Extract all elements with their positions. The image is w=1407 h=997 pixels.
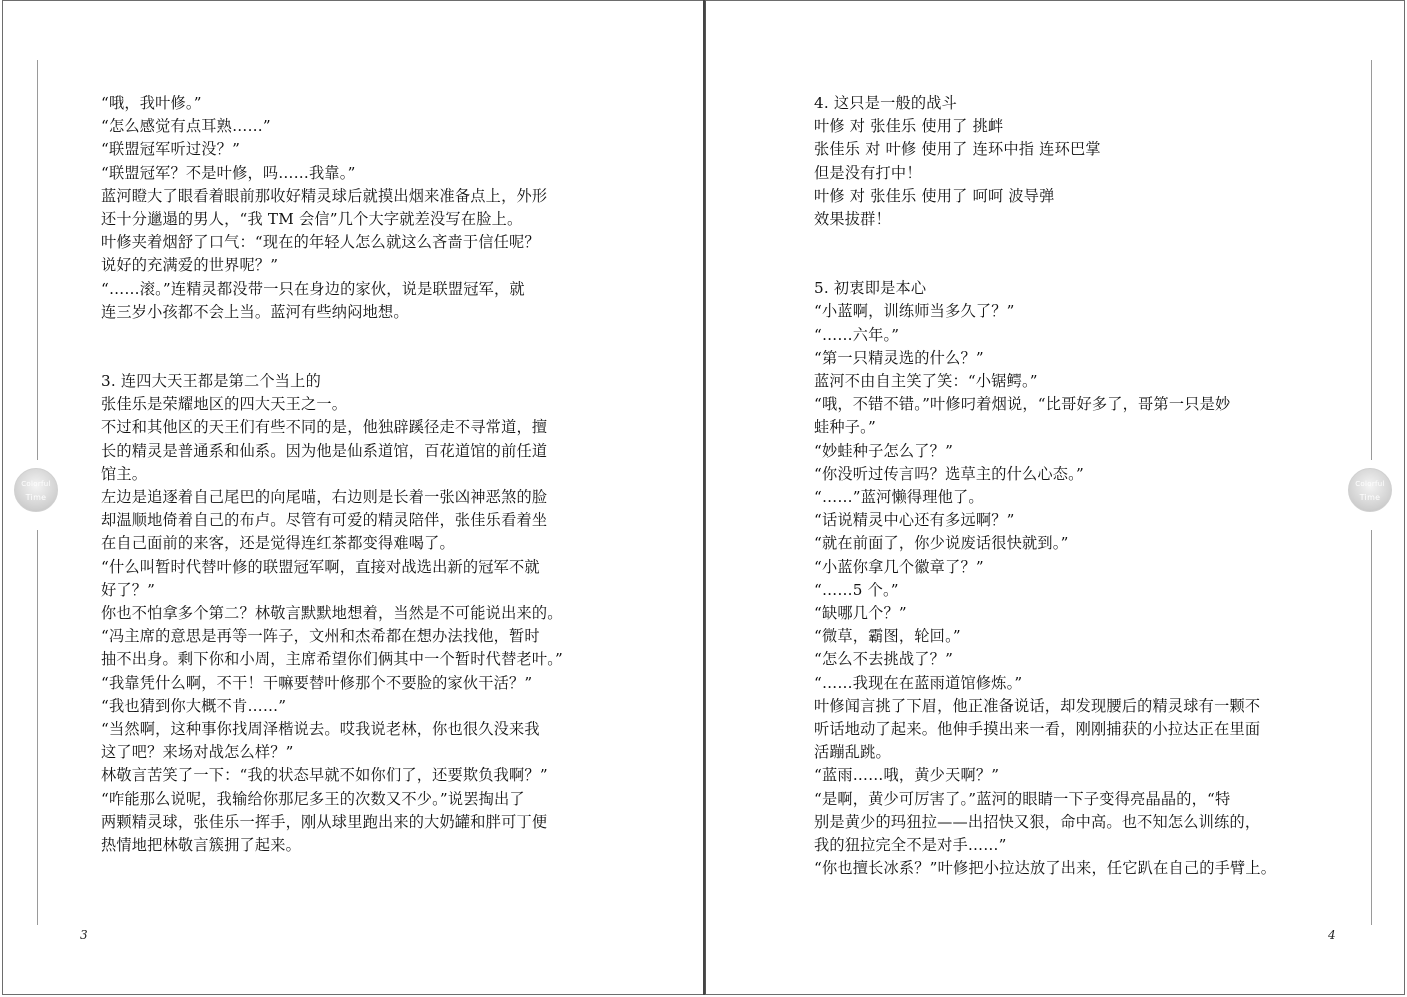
text-line: “咋能那么说呢，我输给你那尼多王的次数又不少。”说罢掏出了 <box>101 789 525 808</box>
text-line: “联盟冠军听过没？” <box>101 140 241 159</box>
text-line: “你也擅长冰系？”叶修把小拉达放了出来，任它趴在自己的手臂上。 <box>814 859 1277 878</box>
text-line: “第一只精灵选的什么？” <box>814 348 984 367</box>
text-line: 馆主。 <box>101 464 148 483</box>
text-line: “怎么感觉有点耳熟……” <box>101 117 271 136</box>
text-line: “怎么不去挑战了？” <box>814 650 954 669</box>
text-line: “什么叫暂时代替叶修的联盟冠军啊，直接对战选出新的冠军不就 <box>101 557 540 576</box>
text-line: “微草，霸图，轮回。” <box>814 627 961 646</box>
text-line: “哦，不错不错。”叶修叼着烟说，“比哥好多了，哥第一只是妙 <box>814 395 1231 414</box>
text-line: “我靠凭什么啊，不干！干嘛要替叶修那个不要脸的家伙干活？” <box>101 673 533 692</box>
text-line: “……滚。”连精灵都没带一只在身边的家伙，说是联盟冠军，就 <box>101 279 525 298</box>
text-line: “哦，我叶修。” <box>101 94 202 112</box>
text-line: 别是黄少的玛狃拉——出招快又狠，命中高。也不知怎么训练的， <box>814 812 1261 831</box>
text-line: 却温顺地倚着自己的布卢。尽管有可爱的精灵陪伴，张佳乐看着坐 <box>101 511 548 530</box>
text-line: 抽不出身。剩下你和小周，主席希望你们俩其中一个暂时代替老叶。” <box>101 650 563 669</box>
text-line: 蛙种子。” <box>814 418 876 437</box>
text-line: “小蓝你拿几个徽章了？” <box>814 557 984 576</box>
text-line: 叶修闻言挑了下眉，他正准备说话，却发现腰后的精灵球有一颗不 <box>814 696 1261 715</box>
section-heading: 3. 连四大天王都是第二个当上的 <box>101 372 321 391</box>
text-line: “你没听过传言吗？选草主的什么心态。” <box>814 464 1084 483</box>
text-line: 这了吧？来场对战怎么样？” <box>101 743 294 762</box>
text-line: “……5 个。” <box>814 580 899 599</box>
section-heading: 4. 这只是一般的战斗 <box>814 94 958 112</box>
right-page-outer-margin-bottom <box>1371 530 1372 925</box>
text-line: “缺哪几个？” <box>814 604 907 623</box>
right-logo-badge <box>1348 468 1392 512</box>
text-line: 张佳乐 对 叶修 使用了 连环中指 连环巴掌 <box>814 140 1101 159</box>
text-line: “当然啊，这种事你找周泽楷说去。哎我说老林，你也很久没来我 <box>101 720 540 739</box>
text-line: 连三岁小孩都不会上当。蓝河有些纳闷地想。 <box>101 302 409 321</box>
text-line: 叶修 对 张佳乐 使用了 呵呵 波导弹 <box>814 186 1055 205</box>
text-line: “联盟冠军？不是叶修，吗……我靠。” <box>101 163 356 182</box>
section-heading: 5. 初衷即是本心 <box>814 279 927 298</box>
right-page-text <box>814 92 1276 881</box>
left-page-text <box>101 92 563 857</box>
text-line: 听话地动了起来。他伸手摸出来一看，刚刚捕获的小拉达正在里面 <box>814 720 1261 739</box>
text-line: “就在前面了，你少说废话很快就到。” <box>814 534 1069 553</box>
text-line: “妙蛙种子怎么了？” <box>814 441 954 460</box>
text-line: 两颗精灵球，张佳乐一挥手，刚从球里跑出来的大奶罐和胖可丁便 <box>101 812 548 831</box>
section-gap <box>101 324 563 370</box>
text-line: 效果拔群！ <box>814 210 891 229</box>
left-logo-badge <box>14 468 58 512</box>
left-page-number: 3 <box>80 928 88 942</box>
text-line: 蓝河瞪大了眼看着眼前那收好精灵球后就摸出烟来准备点上，外形 <box>101 186 548 205</box>
logo-line2: Time <box>1359 493 1381 502</box>
text-line: “是啊，黄少可厉害了。”蓝河的眼睛一下子变得亮晶晶的，“特 <box>814 789 1231 808</box>
text-line: “……”蓝河懒得理他了。 <box>814 488 984 507</box>
text-line: 我的狃拉完全不是对手……” <box>814 836 1007 855</box>
text-line: 说好的充满爱的世界呢？” <box>101 256 279 275</box>
text-line: 叶修夹着烟舒了口气：“现在的年轻人怎么就这么吝啬于信任呢？ <box>101 233 540 252</box>
text-line: “……六年。” <box>814 325 900 344</box>
logo-line1: Colorful <box>21 480 51 488</box>
section-gap <box>814 231 1276 277</box>
text-line: “冯主席的意思是再等一阵子，文州和杰希都在想办法找他，暂时 <box>101 627 540 646</box>
text-line: 蓝河不由自主笑了笑：“小锯鳄。” <box>814 372 1038 391</box>
text-line: “我也猜到你大概不肯……” <box>101 696 287 715</box>
text-line: “小蓝啊，训练师当多久了？” <box>814 302 1015 321</box>
text-line: 林敬言苦笑了一下：“我的状态早就不如你们了，还要欺负我啊？” <box>101 766 548 785</box>
text-line: 长的精灵是普通系和仙系。因为他是仙系道馆，百花道馆的前任道 <box>101 441 548 460</box>
text-line: “蓝雨……哦，黄少天啊？” <box>814 766 1000 785</box>
left-page-outer-margin-bottom <box>37 530 38 925</box>
text-line: 但是没有打中！ <box>814 163 922 182</box>
text-line: 你也不怕拿多个第二？林敬言默默地想着，当然是不可能说出来的。 <box>101 604 563 623</box>
text-line: “话说精灵中心还有多远啊？” <box>814 511 1015 530</box>
text-line: 叶修 对 张佳乐 使用了 挑衅 <box>814 117 1004 136</box>
book-spine <box>703 0 705 995</box>
right-page-outer-margin-top <box>1371 60 1372 460</box>
text-line: 好了？” <box>101 580 156 599</box>
logo-line1: Colorful <box>1355 480 1385 488</box>
text-line: 活蹦乱跳。 <box>814 743 891 762</box>
text-line: 在自己面前的来客，还是觉得连红茶都变得难喝了。 <box>101 534 455 553</box>
text-line: 不过和其他区的天王们有些不同的是，他独辟蹊径走不寻常道，擅 <box>101 418 548 437</box>
logo-line2: Time <box>25 493 47 502</box>
text-line: 张佳乐是荣耀地区的四大天王之一。 <box>101 395 348 414</box>
right-page-number: 4 <box>1328 928 1336 942</box>
text-line: 还十分邋遢的男人，“我 TM 会信”几个大字就差没写在脸上。 <box>101 210 523 229</box>
left-page-outer-margin-top <box>37 60 38 460</box>
text-line: 热情地把林敬言簇拥了起来。 <box>101 836 302 855</box>
text-line: “……我现在在蓝雨道馆修炼。” <box>814 673 1023 692</box>
text-line: 左边是追逐着自己尾巴的向尾喵，右边则是长着一张凶神恶煞的脸 <box>101 488 548 507</box>
